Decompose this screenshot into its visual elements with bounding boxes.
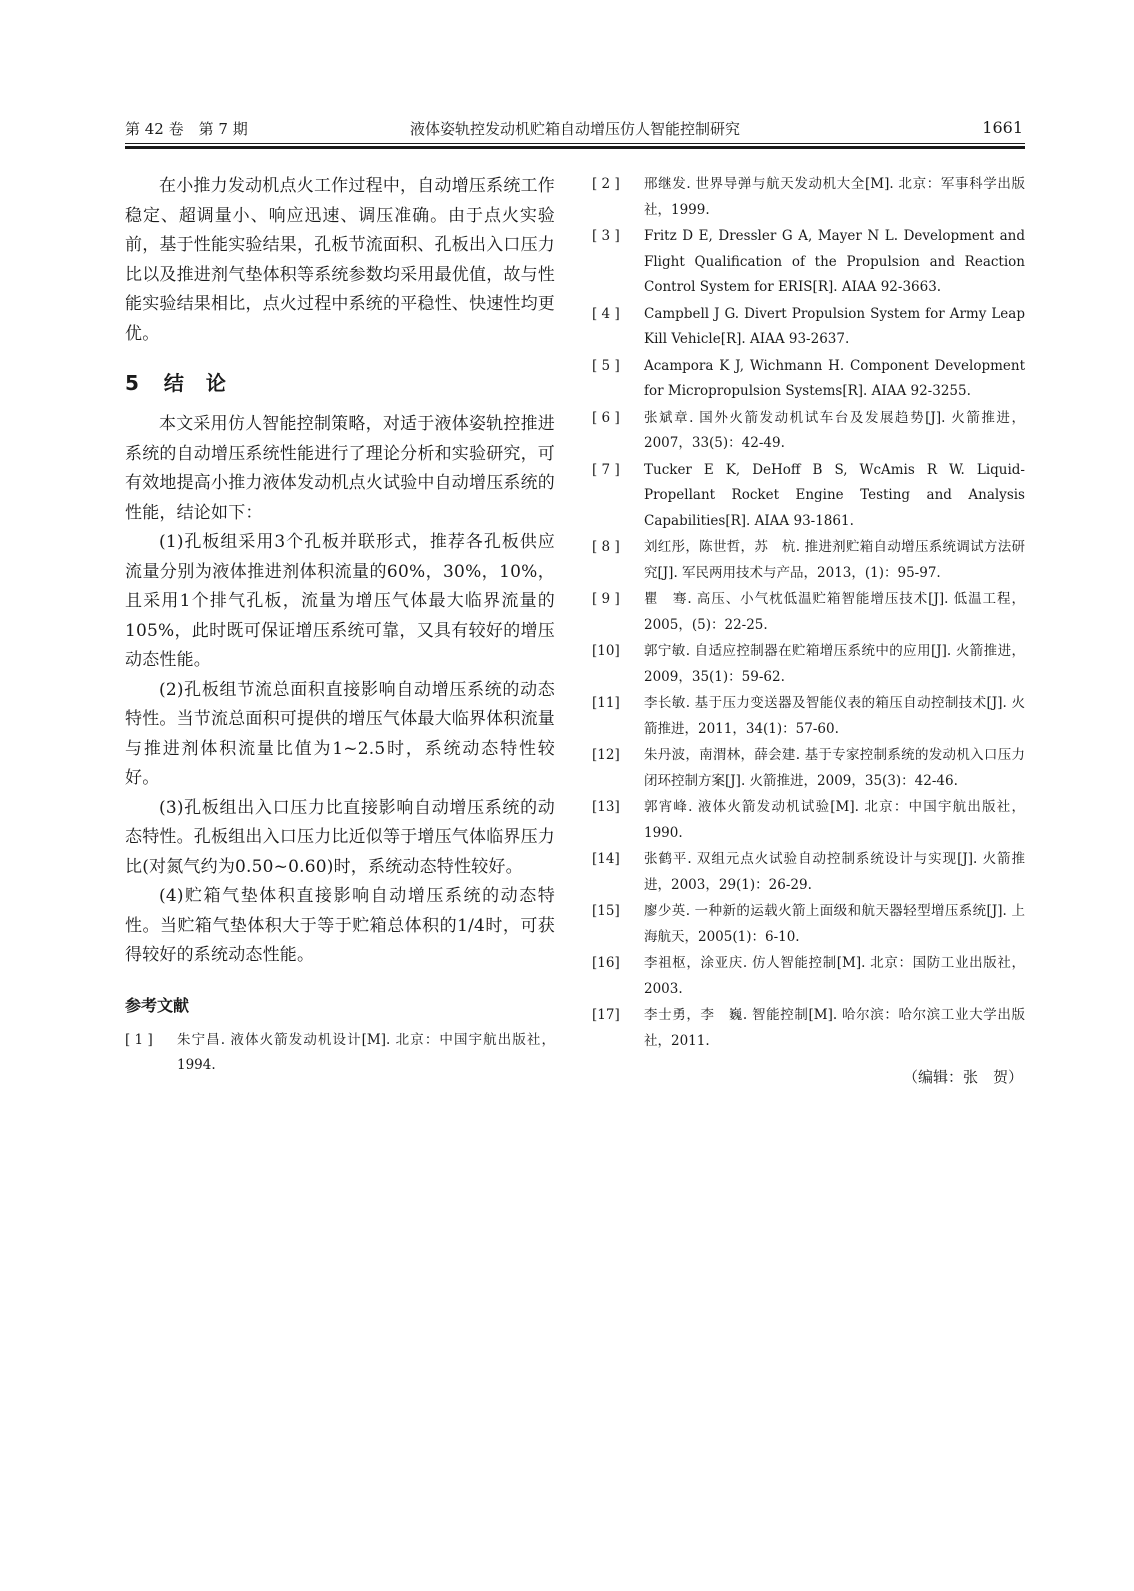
page-number: 1661: [982, 118, 1023, 137]
reference-item: [592, 639, 1025, 690]
reference-text: Tucker E K, DeHoff B S, WcAmis R W. Liquid-Propellant Rocket Engine Testing and Analysis Capabilities[R]. AIAA 93-1861.: [644, 461, 1025, 529]
reference-item: [592, 302, 1025, 353]
reference-item: [592, 899, 1025, 950]
reference-text: Campbell J G. Divert Propulsion System for Army Leap Kill Vehicle[R]. AIAA 93-2637.: [644, 305, 1025, 347]
reference-item: [592, 224, 1025, 301]
reference-text: 李祖枢，涂亚庆. 仿人智能控制[M]. 北京：国防工业出版社，2003.: [644, 955, 1025, 997]
reference-text: 朱丹波，南渭林，薛会建. 基于专家控制系统的发动机入口压力闭环控制方案[J]. 火箭推进，2009，35(3)：42-46.: [644, 747, 1025, 789]
reference-number: [ 2 ]: [592, 176, 620, 192]
reference-number: [ 4 ]: [592, 305, 620, 322]
journal-volume-issue: 第 42 卷 第 7 期: [125, 120, 248, 138]
reference-number: [17]: [592, 1007, 620, 1023]
reference-text: Acampora K J, Wichmann H. Component Development for Micropropulsion Systems[R]. AIAA 92-3255.: [644, 357, 1025, 399]
reference-number: [ 6 ]: [592, 409, 620, 426]
conclusion-paragraph: (3)孔板组出入口压力比直接影响自动增压系统的动态特性。孔板组出入口压力比近似等于增压气体临界压力比(对氮气约为0.50~0.60)时，系统动态特性较好。: [125, 797, 555, 877]
header-rule-thick: [125, 146, 1025, 149]
reference-item: [592, 951, 1025, 1002]
reference-text: 郭宵峰. 液体火箭发动机试验[M]. 北京：中国宇航出版社，1990.: [644, 799, 1025, 841]
conclusion-paragraph: (4)贮箱气垫体积直接影响自动增压系统的动态特性。当贮箱气垫体积大于等于贮箱总体积的1/4时，可获得较好的系统动态性能。: [125, 886, 555, 965]
conclusion-paragraph: (2)孔板组节流总面积直接影响自动增压系统的动态特性。当节流总面积可提供的增压气体最大临界体积流量与推进剂体积流量比值为1~2.5时，系统动态特性较好。: [125, 679, 555, 788]
reference-text: 李士勇，李 巍. 智能控制[M]. 哈尔滨：哈尔滨工业大学出版社，2011.: [644, 1007, 1025, 1049]
section-title: 结 论: [163, 371, 227, 395]
reference-number: [10]: [592, 643, 620, 659]
reference-number: [ 5 ]: [592, 357, 620, 374]
section-heading: [125, 367, 555, 396]
running-title: 液体姿轨控发动机贮箱自动增压仿人智能控制研究: [409, 120, 740, 138]
reference-text: 郭宁敏. 自适应控制器在贮箱增压系统中的应用[J]. 火箭推进，2009，35(1)：59-62.: [644, 643, 1025, 685]
reference-number: [13]: [592, 799, 620, 815]
reference-text: Fritz D E, Dressler G A, Mayer N L. Development and Flight Qualification of the Propulsion and Reaction Control System for ERIS[R]. AIAA 92-3663.: [644, 228, 1025, 295]
reference-item: [592, 458, 1025, 535]
conclusion-paragraph: (1)孔板组采用3个孔板并联形式，推荐各孔板供应流量分别为液体推进剂体积流量的60%，30%，10%，且采用1个排气孔板，流量为增压气体最大临界流量的105%，此时既可保证增压系统可靠，又具有较好的增压动态性能。: [125, 532, 555, 670]
section-number: 5: [125, 371, 140, 395]
references-heading: 参考文献: [125, 995, 190, 1015]
reference-number: [ 8 ]: [592, 539, 620, 555]
reference-text: 朱宁昌. 液体火箭发动机设计[M]. 北京：中国宇航出版社，1994.: [177, 1031, 555, 1073]
reference-number: [14]: [592, 851, 620, 867]
reference-text: 廖少英. 一种新的运载火箭上面级和航天器轻型增压系统[J]. 上海航天，2005(1)：6-10.: [644, 903, 1025, 945]
left-column: [125, 172, 555, 1080]
running-header: [125, 118, 1025, 142]
reference-number: [ 1 ]: [125, 1031, 153, 1048]
conclusion-paragraph: 本文采用仿人智能控制策略，对适于液体姿轨控推进系统的自动增压系统性能进行了理论分析和实验研究，可有效地提高小推力液体发动机点火试验中自动增压系统的性能，结论如下：: [125, 414, 555, 523]
reference-number: [ 3 ]: [592, 228, 620, 244]
reference-item: [592, 847, 1025, 898]
right-column: [592, 172, 1025, 1087]
reference-item: [592, 535, 1025, 586]
reference-text: 张斌章. 国外火箭发动机试车台及发展趋势[J]. 火箭推进，2007，33(5)：42-49.: [644, 409, 1025, 451]
reference-number: [12]: [592, 747, 620, 763]
reference-number: [15]: [592, 903, 620, 919]
reference-number: [ 9 ]: [592, 591, 620, 607]
reference-text: 张鹤平. 双组元点火试验自动控制系统设计与实现[J]. 火箭推进，2003，29(1)：26-29.: [644, 851, 1025, 893]
reference-number: [16]: [592, 955, 620, 971]
reference-item: [592, 587, 1025, 638]
reference-item: [125, 1028, 555, 1079]
editor-note: （编辑：张 贺）: [902, 1068, 1023, 1086]
reference-item: [592, 406, 1025, 457]
reference-text: 瞿 骞. 高压、小气枕低温贮箱智能增压技术[J]. 低温工程，2005，(5)：22-25.: [644, 591, 1025, 633]
reference-item: [592, 795, 1025, 846]
reference-item: [592, 743, 1025, 794]
reference-text: 李长敏. 基于压力变送器及智能仪表的箱压自动控制技术[J]. 火箭推进，2011，34(1)：57-60.: [644, 695, 1025, 737]
intro-paragraph: 在小推力发动机点火工作过程中，自动增压系统工作稳定、超调量小、响应迅速、调压准确。由于点火实验前，基于性能实验结果，孔板节流面积、孔板出入口压力比以及推进剂气垫体积等系统参数均采用最优值，故与性能实验结果相比，点火过程中系统的平稳性、快速性均更优。: [125, 176, 555, 344]
reference-item: [592, 172, 1025, 223]
reference-item: [592, 354, 1025, 405]
reference-number: [ 7 ]: [592, 461, 620, 478]
reference-number: [11]: [592, 695, 620, 711]
reference-text: 邢继发. 世界导弹与航天发动机大全[M]. 北京：军事科学出版社，1999.: [644, 176, 1025, 218]
header-rule-thin: [125, 143, 1025, 144]
reference-item: [592, 691, 1025, 742]
reference-item: [592, 1003, 1025, 1054]
reference-text: 刘红彤，陈世哲，苏 杭. 推进剂贮箱自动增压系统调试方法研究[J]. 军民两用技术与产品，2013，(1)：95-97.: [644, 539, 1025, 581]
